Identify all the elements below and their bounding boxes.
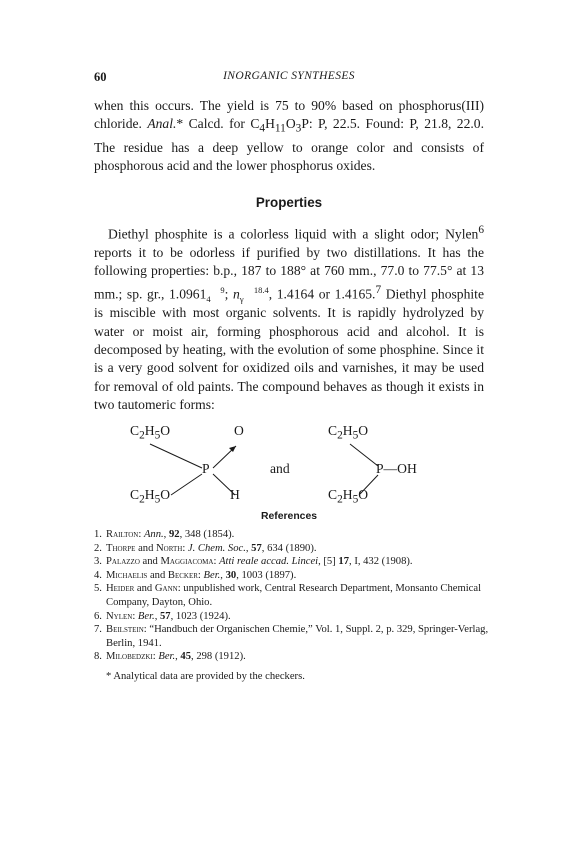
subscript: 3	[295, 123, 302, 136]
ref-number: 8.	[94, 651, 102, 663]
ref-text: ,	[245, 542, 252, 554]
ref-journal: Ber.	[203, 569, 221, 581]
ref-text: , 298 (1912).	[191, 651, 246, 663]
ref-number: 4.	[94, 569, 102, 581]
ref-number: 6.	[94, 610, 102, 622]
subscript: 2	[337, 493, 343, 506]
refractive-index-symbol: n	[233, 286, 240, 302]
reference-item	[94, 555, 494, 569]
ethoxy-group	[328, 423, 368, 442]
ref-author: Beilstein	[106, 624, 144, 636]
ref-text: :	[182, 542, 188, 554]
ref-text: , 634 (1890).	[261, 542, 317, 554]
ethoxy-group	[130, 423, 170, 442]
ref-author: Heider	[106, 583, 135, 595]
atom-c: C	[130, 487, 140, 502]
ref-author: Nylen	[106, 610, 133, 622]
reference-item	[94, 610, 494, 624]
page-number: 60	[94, 70, 107, 84]
text-run: P: P, 22.5. Found: P, 21.8, 22.0. The residue has a deep yellow to orange color and consists of phosphorous acid and the lower phosphorus oxides.	[94, 116, 484, 173]
ref-text: , I, 432 (1908).	[349, 556, 413, 568]
subscript: 11	[274, 123, 286, 136]
references-list	[94, 528, 494, 664]
reference-item	[94, 542, 494, 556]
ref-volume: 57	[160, 610, 171, 622]
ethoxy-group	[328, 487, 368, 506]
ref-text: ,	[175, 651, 181, 663]
phosphorus-atom: P	[202, 461, 210, 476]
ref-journal: Ber.	[158, 651, 176, 663]
ref-volume: 45	[180, 651, 192, 663]
ref-journal: Ber.	[137, 610, 155, 622]
ref-text: and	[147, 569, 168, 581]
page-header	[94, 70, 484, 86]
text-run: * Calcd. for C	[176, 116, 260, 132]
ref-author: Palazzo	[106, 556, 140, 568]
reference-item	[94, 569, 494, 583]
ref-journal: Ann.	[143, 529, 164, 540]
subscript: 2	[337, 429, 343, 442]
ref-author: Gann	[154, 583, 178, 595]
text-run: when this occurs. The yield is 75 to 90% based on phosphorus(III) chloride.	[94, 98, 484, 132]
density-subscript: 4	[206, 294, 211, 305]
ref-text: and	[139, 556, 161, 568]
ref-text: and	[135, 542, 157, 554]
ethoxy-group	[130, 487, 170, 506]
p-oh-group: P—OH	[376, 461, 417, 476]
ref-text: :	[138, 529, 144, 540]
ref-author: Thorpe	[106, 542, 136, 554]
ref-number: 2.	[94, 542, 102, 554]
subscript: 4	[259, 123, 266, 136]
ref-volume: 57	[251, 542, 262, 554]
ref-text: , [5]	[318, 556, 339, 568]
oxygen-atom: O	[234, 423, 244, 438]
ref-text: , 348 (1854).	[179, 529, 235, 540]
atom-h: H	[144, 487, 155, 502]
ref-text: ,	[220, 569, 226, 581]
subscript: 5	[154, 493, 161, 506]
atom-c: C	[328, 423, 338, 438]
tautomer-formulas	[94, 417, 484, 507]
ref-text: : unpublished work, Central Research Department, Monsanto Chemical Company, Dayton, Ohio.	[106, 583, 482, 608]
refractive-subscript: γ	[239, 294, 244, 305]
ref-volume: 30	[225, 569, 237, 581]
text-run: O	[285, 116, 296, 132]
atom-o: O	[358, 487, 369, 502]
ref-text: ,	[154, 610, 160, 622]
atom-o: O	[160, 423, 171, 438]
ref-text: :	[152, 651, 159, 663]
footnote: * Analytical data are provided by the checkers.	[106, 671, 305, 682]
atom-h: H	[342, 423, 353, 438]
ref-author: Becker	[167, 569, 198, 581]
ref-text: : “Handbuch der Organischen Chemie,” Vol. 1, Suppl. 2, p. 329, Springer-Verlag, Berlin, 1941.	[106, 624, 489, 649]
anal-label: Anal.	[147, 116, 177, 132]
text-run: H	[265, 116, 275, 132]
ref-text: :	[213, 556, 220, 568]
ref-journal: J. Chem. Soc.	[187, 542, 246, 554]
reference-item	[94, 650, 494, 664]
ref-text: and	[134, 583, 155, 595]
ref-text: , 1003 (1897).	[236, 569, 297, 581]
atom-o: O	[358, 423, 369, 438]
density-superscript: 9	[220, 285, 225, 296]
ref-text: :	[197, 569, 204, 581]
citation-7: 7	[375, 283, 382, 296]
and-word: and	[270, 461, 290, 476]
ref-volume: 92	[168, 529, 180, 540]
atom-h: H	[342, 487, 353, 502]
text-run: Diethyl phosphite is miscible with most organic solvents. It is rapidly hydrolyzed by water or moist air, forming phosphorous acid and alcohol. It is decomposed by heating, with the evolution of some phosphine. Since it is a very good solvent for oxidized oils and varnishes, it may be used for removal of old paints. The compound behaves as though it exists in two tautomeric forms:	[94, 286, 484, 413]
atom-c: C	[328, 487, 338, 502]
ref-number: 1.	[94, 529, 102, 540]
paragraph-properties	[94, 221, 484, 415]
ref-text: ,	[163, 529, 169, 540]
text-run: , 1.4164 or 1.4165.	[268, 286, 376, 302]
citation-6: 6	[478, 224, 484, 236]
subscript: 2	[139, 493, 145, 506]
ref-journal: Atti reale accad. Lincei	[219, 556, 319, 568]
refractive-superscript: 18.4	[253, 285, 269, 296]
reference-item	[94, 623, 494, 650]
text-run: ;	[224, 286, 234, 302]
ref-author: Maggiacoma	[160, 556, 214, 568]
text-run: Diethyl phosphite is a colorless liquid with a slight odor; Nylen	[108, 226, 479, 242]
properties-heading: Properties	[255, 195, 323, 210]
ref-author: Michaelis	[106, 569, 148, 581]
references-heading: References	[260, 511, 318, 522]
paragraph-yield	[94, 97, 484, 175]
ref-text: :	[132, 610, 138, 622]
bond-line	[150, 444, 202, 468]
reference-item	[94, 528, 494, 542]
hydrogen-atom: H	[230, 487, 240, 502]
ref-author: Railton	[106, 529, 139, 540]
ref-number: 3.	[94, 556, 102, 568]
ref-number: 7.	[94, 624, 102, 636]
text-run: reports it to be odorless if purified by two distillations. It has the following properties: b.p., 187 to 188° at 760 mm., 77.0 to 77.5° at 13 mm.; sp. gr., 1.0961	[94, 244, 484, 302]
subscript: 5	[352, 493, 359, 506]
subscript: 2	[139, 429, 145, 442]
atom-h: H	[144, 423, 155, 438]
subscript: 5	[154, 429, 161, 442]
bond-line	[171, 474, 202, 495]
ref-volume: 17	[338, 556, 350, 568]
subscript: 5	[352, 429, 359, 442]
atom-c: C	[130, 423, 140, 438]
ref-author: Milobedzki	[106, 651, 153, 663]
atom-o: O	[160, 487, 171, 502]
ref-number: 5.	[94, 583, 102, 595]
ref-text: , 1023 (1924).	[170, 610, 231, 622]
bond-line	[350, 444, 378, 466]
reference-item	[94, 582, 494, 609]
running-title: INORGANIC SYNTHESES	[223, 70, 355, 82]
ref-author: North	[156, 542, 183, 554]
